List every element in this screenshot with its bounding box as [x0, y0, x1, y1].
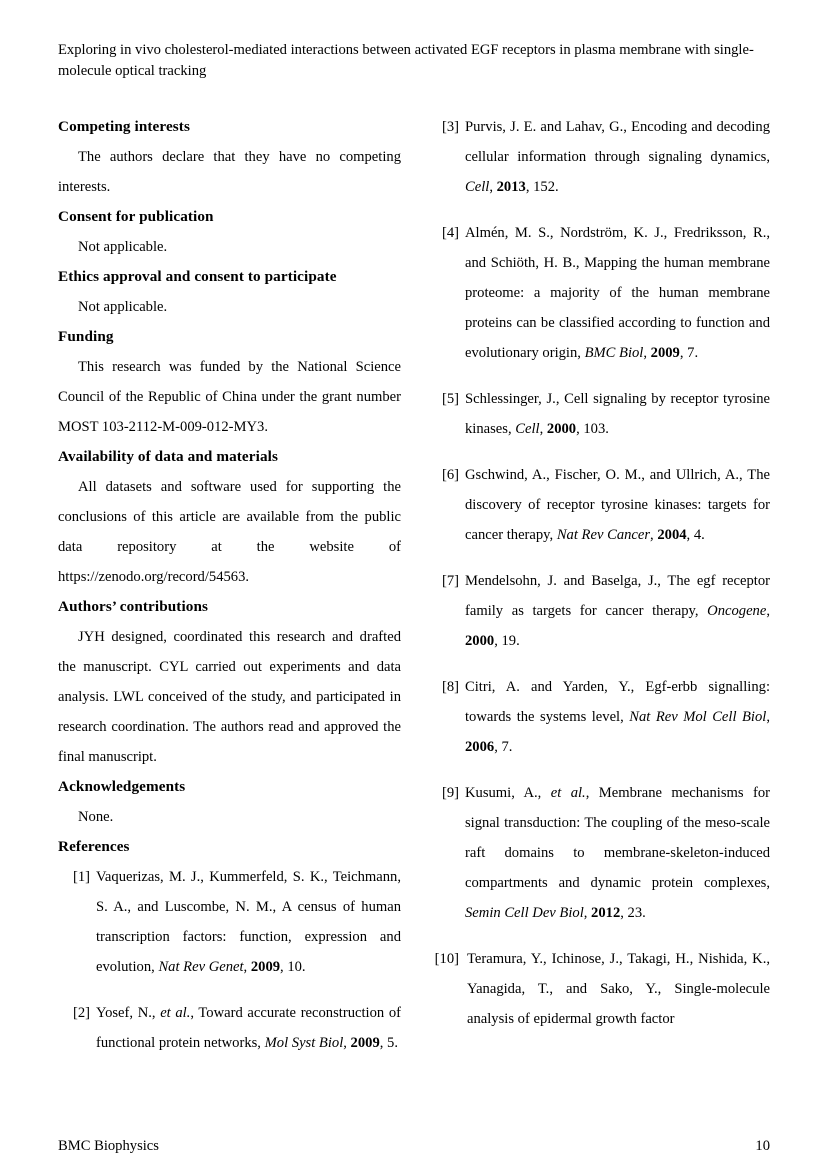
reference-item-8 — [427, 672, 770, 762]
section-body-funding: This research was funded by the National Science Council of the Republic of China under the grant number MOST 103-2112-M-009-012-MY3. — [58, 359, 401, 435]
reference-authors-title: Purvis, J. E. and Lahav, G., Encoding and decoding cellular information through signaling dynamics, — [465, 119, 770, 165]
right-column — [427, 112, 770, 1112]
reference-tag: [7] — [441, 573, 459, 589]
section-heading-references: References — [58, 838, 130, 855]
page-footer — [58, 1136, 770, 1156]
reference-journal: Oncogene — [707, 603, 767, 619]
section-body-acknowledgements: None. — [78, 809, 114, 825]
section-body-consent-for-publication: Not applicable. — [78, 239, 168, 255]
reference-tag: [1] — [72, 869, 90, 885]
reference-tag: [3] — [441, 119, 459, 135]
reference-authors-title: Citri, A. and Yarden, Y., Egf-erbb signalling: towards the systems level, — [465, 679, 770, 725]
reference-year: 2009 — [250, 959, 281, 975]
left-column — [58, 112, 401, 1112]
section-body-competing-interests: The authors declare that they have no competing interests. — [58, 149, 401, 195]
reference-item-1 — [58, 862, 401, 982]
reference-year: 2000 — [465, 633, 495, 649]
reference-authors-title: Gschwind, A., Fischer, O. M., and Ullrich, A., The discovery of receptor tyrosine kinases: targets for cancer therapy, — [465, 467, 770, 543]
reference-journal: Nat Rev Mol Cell Biol — [629, 709, 767, 725]
reference-text — [465, 467, 770, 543]
section-heading-acknowledgements: Acknowledgements — [58, 778, 186, 795]
reference-journal: Cell — [465, 179, 490, 195]
section-heading-availability-of-data: Availability of data and materials — [58, 448, 278, 465]
section-body-authors-contributions: JYH designed, coordinated this research and drafted the manuscript. CYL carried out experiments and data analysis. LWL conceived of the study, and participated in research coordination. The authors read and approved the final manuscript. — [58, 629, 401, 765]
reference-journal: Semin Cell Dev Biol — [465, 905, 584, 921]
reference-journal: BMC Biol — [584, 345, 644, 361]
reference-authors-title: Teramura, Y., Ichinose, J., Takagi, H., Nishida, K., Yanagida, T., and Sako, Y., Single-molecule analysis of epidermal growth factor — [467, 951, 770, 1027]
reference-year: 2009 — [350, 1035, 380, 1051]
reference-journal: Cell — [515, 421, 540, 437]
reference-item-5 — [427, 384, 770, 444]
reference-item-7 — [427, 566, 770, 656]
reference-sep: , — [643, 345, 651, 361]
reference-tag: [6] — [441, 467, 459, 483]
reference-authors-title: Almén, M. S., Nordström, K. J., Fredriksson, R., and Schiöth, H. B., Mapping the human membrane proteome: a majority of the human membrane proteins can be classified according to function and evolutionary origin, — [465, 225, 770, 361]
reference-sep: , — [583, 905, 592, 921]
reference-tag: [10] — [434, 951, 459, 967]
reference-authors-title: Mendelsohn, J. and Baselga, J., The egf receptor family as targets for cancer therapy, — [465, 573, 770, 619]
reference-sep: , — [539, 421, 547, 437]
reference-tag: [4] — [441, 225, 459, 241]
reference-journal: Nat Rev Genet — [158, 959, 244, 975]
reference-sep: , — [650, 527, 658, 543]
reference-item-4 — [427, 218, 770, 368]
section-heading-funding: Funding — [58, 328, 114, 345]
reference-volume: , 23. — [620, 905, 646, 921]
reference-authors-title: Schlessinger, J., Cell signaling by receptor tyrosine kinases, — [465, 391, 770, 437]
reference-tag: [5] — [441, 391, 459, 407]
reference-sep: , — [766, 709, 770, 725]
reference-text — [96, 1005, 401, 1051]
reference-text — [465, 679, 770, 755]
reference-etal: et al. — [550, 785, 586, 801]
reference-list-left — [58, 862, 401, 1058]
reference-year: 2012 — [591, 905, 621, 921]
reference-authors-title: Vaquerizas, M. J., Kummerfeld, S. K., Teichmann, S. A., and Luscombe, N. M., A census of human transcription factors: function, expression and evolution, — [96, 869, 401, 975]
reference-year: 2013 — [496, 179, 526, 195]
reference-sep: , — [489, 179, 497, 195]
reference-text — [467, 951, 770, 1027]
section-heading-competing-interests: Competing interests — [58, 118, 190, 135]
reference-sep: , — [766, 603, 770, 619]
reference-text — [465, 785, 770, 921]
reference-text — [465, 391, 770, 437]
reference-journal: Nat Rev Cancer — [556, 527, 651, 543]
reference-authors: Yosef, N., — [96, 1005, 161, 1021]
reference-sep: , — [343, 1035, 351, 1051]
reference-item-10 — [427, 944, 770, 1034]
reference-item-3 — [427, 112, 770, 202]
reference-list-right — [427, 112, 770, 1034]
reference-volume: , 103. — [576, 421, 609, 437]
reference-tag: [2] — [72, 1005, 90, 1021]
reference-volume: , 152. — [525, 179, 559, 195]
reference-text — [465, 573, 770, 649]
footer-journal-name: BMC Biophysics — [58, 1138, 159, 1154]
reference-volume: , 7. — [679, 345, 699, 361]
reference-volume: , 7. — [494, 739, 513, 755]
reference-year: 2009 — [650, 345, 680, 361]
reference-item-9 — [427, 778, 770, 928]
reference-volume: , 5. — [379, 1035, 398, 1051]
reference-tag: [8] — [441, 679, 459, 695]
section-heading-authors-contributions: Authors’ contributions — [58, 598, 209, 615]
reference-journal: Mol Syst Biol — [264, 1035, 344, 1051]
reference-item-6 — [427, 460, 770, 550]
reference-sep: , — [243, 959, 251, 975]
footer-page-number: 10 — [755, 1138, 770, 1154]
reference-volume: , 10. — [280, 959, 306, 975]
two-column-body — [58, 112, 770, 1112]
running-head: Exploring in vivo cholesterol-mediated interactions between activated EGF receptors in plasma membrane with single-molecule optical tracking — [58, 42, 754, 79]
reference-text — [465, 119, 770, 195]
section-heading-ethics-approval: Ethics approval and consent to participate — [58, 268, 337, 285]
reference-volume: , 4. — [686, 527, 705, 543]
reference-authors: Kusumi, A., — [465, 785, 551, 801]
section-body-availability-of-data: All datasets and software used for supporting the conclusions of this article are available from the public data repository at the website of https://zenodo.org/record/54563. — [58, 479, 401, 585]
reference-etal: et al. — [160, 1005, 191, 1021]
reference-item-2 — [58, 998, 401, 1058]
reference-year: 2006 — [465, 739, 495, 755]
reference-text — [465, 225, 770, 361]
reference-title: , Toward accurate reconstruction of functional protein networks, — [96, 1005, 401, 1051]
section-heading-consent-for-publication: Consent for publication — [58, 208, 214, 225]
reference-title: , Membrane mechanisms for signal transduction: The coupling of the meso-scale raft domains to membrane-skeleton-induced compartments and dynamic protein complexes, — [465, 785, 771, 891]
reference-year: 2000 — [546, 421, 577, 437]
section-body-ethics-approval: Not applicable. — [78, 299, 168, 315]
reference-volume: , 19. — [494, 633, 520, 649]
reference-tag: [9] — [441, 785, 459, 801]
reference-text — [96, 869, 401, 975]
reference-year: 2004 — [657, 527, 687, 543]
